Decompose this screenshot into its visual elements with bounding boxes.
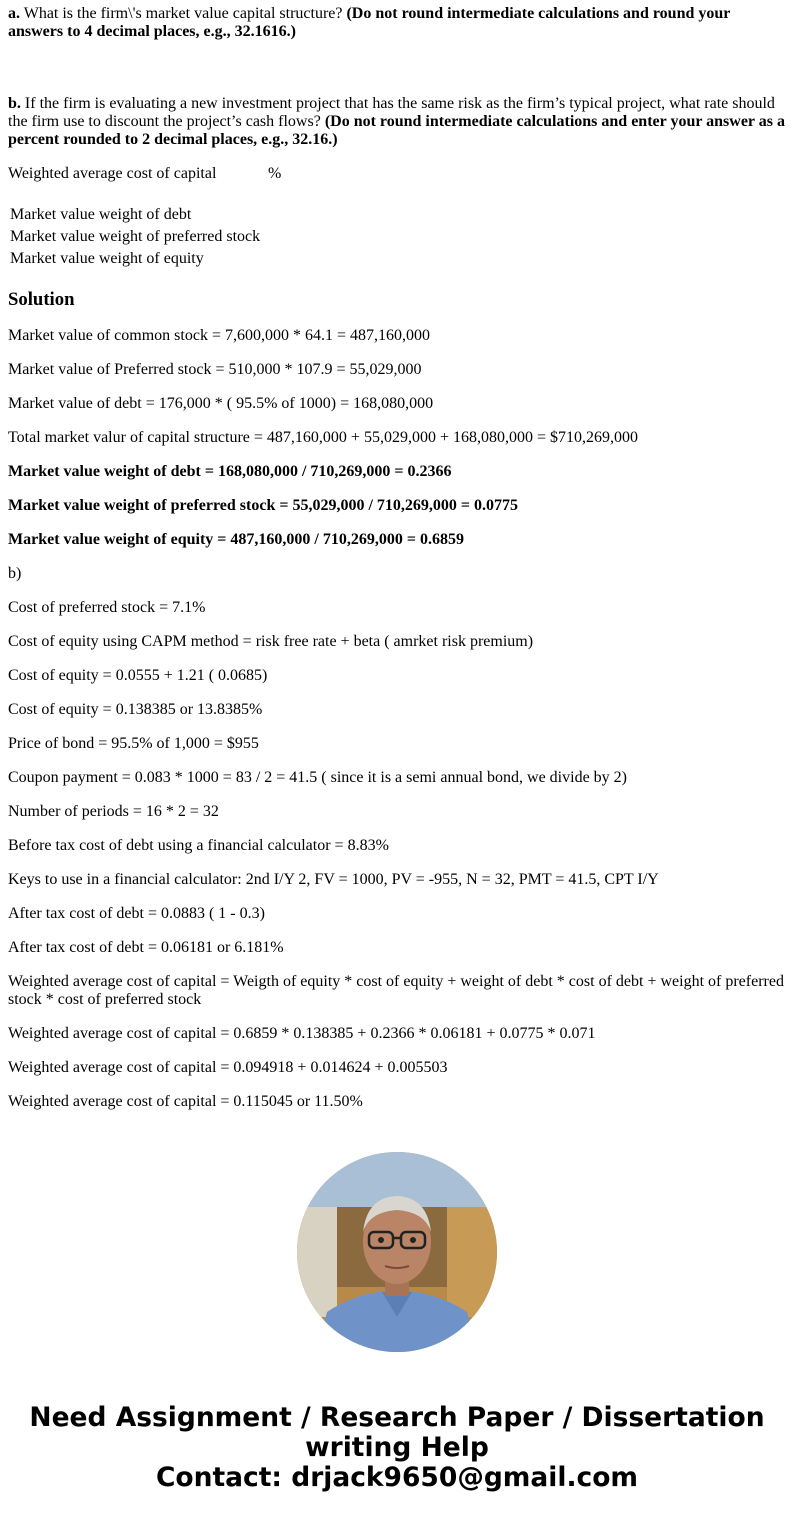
solution-line (8, 871, 786, 889)
solution-line (8, 395, 786, 413)
answer-spacer (8, 57, 786, 95)
solution-line-text: Weighted average cost of capital = Weigth of equity * cost of equity + weight of debt * cost of debt + weight of preferred stock * cost of preferred stock (8, 973, 784, 1008)
solution-line-text: Price of bond = 95.5% of 1,000 = $955 (8, 735, 259, 752)
solution-line (8, 599, 786, 617)
solution-line (8, 565, 786, 583)
solution-line (8, 1025, 786, 1043)
question-a (8, 5, 786, 41)
solution-lines (8, 327, 786, 1111)
weights-table (8, 203, 262, 271)
solution-line-text: Market value weight of equity = 487,160,000 / 710,269,000 = 0.6859 (8, 531, 464, 548)
solution-line-text: Market value weight of debt = 168,080,000 / 710,269,000 = 0.2366 (8, 463, 452, 480)
solution-line-text: After tax cost of debt = 0.06181 or 6.181% (8, 939, 284, 956)
question-a-label: a. (8, 5, 20, 22)
table-row (10, 249, 260, 269)
weight-debt-label: Market value weight of debt (10, 206, 192, 223)
solution-line-text: Cost of preferred stock = 7.1% (8, 599, 206, 616)
solution-line (8, 1059, 786, 1077)
question-b-instruction: (Do not round intermediate calculations and enter your answer as a percent rounded to 2 decimal places, e.g., 32.16.) (8, 113, 785, 148)
solution-line-text: Market value of Preferred stock = 510,000 * 107.9 = 55,029,000 (8, 361, 422, 378)
solution-line (8, 531, 786, 549)
solution-line (8, 463, 786, 481)
footer-promo (0, 1403, 794, 1493)
wacc-answer-row (8, 165, 786, 183)
footer-contact: Contact: drjack9650@gmail.com (155, 1462, 639, 1493)
solution-line-text: Weighted average cost of capital = 0.094918 + 0.014624 + 0.005503 (8, 1059, 448, 1076)
solution-line-text: Market value weight of preferred stock = 55,029,000 / 710,269,000 = 0.0775 (8, 497, 519, 514)
solution-line (8, 327, 786, 345)
solution-line (8, 939, 786, 957)
solution-line-text: After tax cost of debt = 0.0883 ( 1 - 0.3) (8, 905, 265, 922)
author-photo (297, 1152, 497, 1352)
solution-line (8, 701, 786, 719)
footer-line-1: Need Assignment / Research Paper / Dissertation (29, 1402, 765, 1433)
author-portrait-icon (297, 1152, 497, 1352)
solution-line (8, 837, 786, 855)
solution-heading: Solution (8, 289, 75, 310)
solution-line (8, 973, 786, 1009)
solution-line-text: Keys to use in a financial calculator: 2nd I/Y 2, FV = 1000, PV = -955, N = 32, PMT = 41.5, CPT I/Y (8, 871, 659, 888)
footer-line-2: writing Help (305, 1432, 489, 1463)
solution-line-text: Cost of equity = 0.0555 + 1.21 ( 0.0685) (8, 667, 268, 684)
solution-line (8, 633, 786, 651)
wacc-answer-label: Weighted average cost of capital (8, 165, 217, 182)
solution-line (8, 429, 786, 447)
solution-line (8, 497, 786, 515)
solution-line-text: Coupon payment = 0.083 * 1000 = 83 / 2 = 41.5 ( since it is a semi annual bond, we divide by 2) (8, 769, 627, 786)
solution-line (8, 803, 786, 821)
solution-line-text: b) (8, 565, 22, 582)
question-b-label: b. (8, 95, 21, 112)
solution-line-text: Before tax cost of debt using a financial calculator = 8.83% (8, 837, 389, 854)
solution-line-text: Number of periods = 16 * 2 = 32 (8, 803, 219, 820)
solution-line-text: Market value of debt = 176,000 * ( 95.5% of 1000) = 168,080,000 (8, 395, 434, 412)
wacc-answer-unit: % (268, 165, 282, 182)
solution-line (8, 735, 786, 753)
table-row (10, 205, 260, 225)
solution-line (8, 905, 786, 923)
solution-line-text: Total market valur of capital structure = 487,160,000 + 55,029,000 + 168,080,000 = $710,269,000 (8, 429, 638, 446)
solution-line (8, 1093, 786, 1111)
solution-line-text: Weighted average cost of capital = 0.6859 * 0.138385 + 0.2366 * 0.06181 + 0.0775 * 0.071 (8, 1025, 596, 1042)
table-row (10, 227, 260, 247)
solution-line-text: Market value of common stock = 7,600,000 * 64.1 = 487,160,000 (8, 327, 430, 344)
solution-line (8, 769, 786, 787)
question-b-text: If the firm is evaluating a new investment project that has the same risk as the firm’s typical project, what rate should the firm use to discount the project’s cash flows? (8, 95, 775, 130)
solution-line (8, 667, 786, 685)
solution-line-text: Cost of equity using CAPM method = risk free rate + beta ( amrket risk premium) (8, 633, 534, 650)
solution-line-text: Cost of equity = 0.138385 or 13.8385% (8, 701, 263, 718)
question-a-instruction: (Do not round intermediate calculations and round your answers to 4 decimal places, e.g., 32.1616.) (8, 5, 731, 40)
question-b (8, 95, 786, 149)
weight-equity-label: Market value weight of equity (10, 250, 204, 267)
solution-line-text: Weighted average cost of capital = 0.115045 or 11.50% (8, 1093, 363, 1110)
solution-line (8, 361, 786, 379)
weight-preferred-label: Market value weight of preferred stock (10, 228, 261, 245)
question-a-text: What is the firm\'s market value capital structure? (20, 5, 347, 22)
